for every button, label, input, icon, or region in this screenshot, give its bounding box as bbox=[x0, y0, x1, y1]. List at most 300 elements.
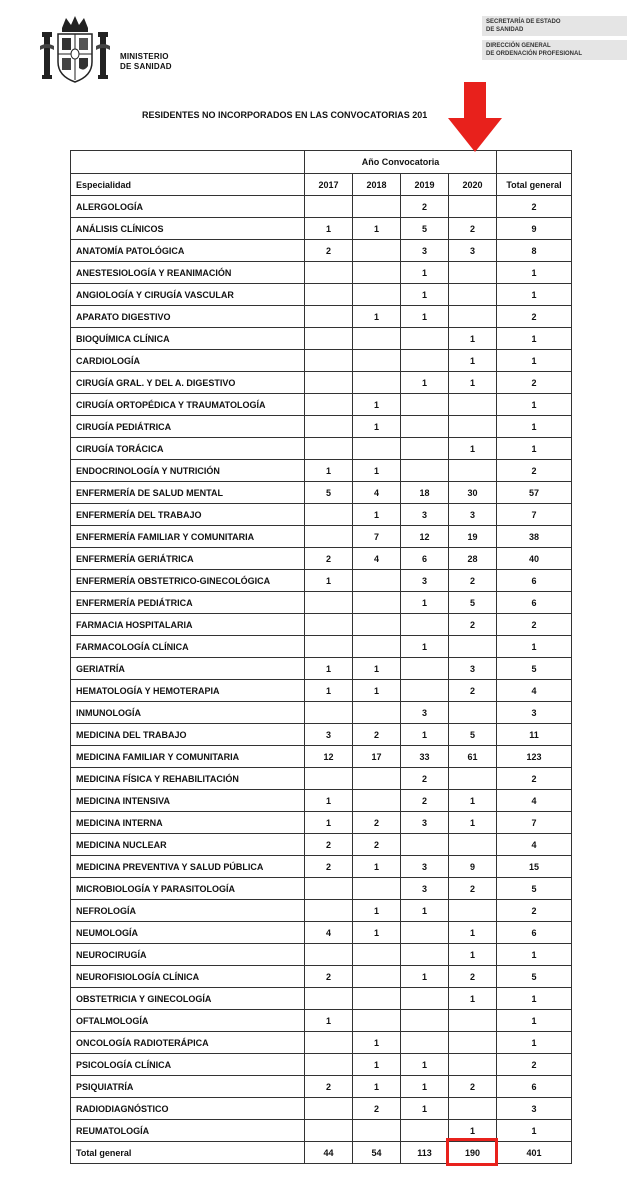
table-row bbox=[71, 460, 572, 482]
specialty-cell: MEDICINA FAMILIAR Y COMUNITARIA bbox=[71, 746, 305, 768]
table-row bbox=[71, 1076, 572, 1098]
year-value-cell bbox=[305, 1120, 353, 1142]
table-row bbox=[71, 988, 572, 1010]
specialty-cell: ENFERMERÍA FAMILIAR Y COMUNITARIA bbox=[71, 526, 305, 548]
specialty-cell: REUMATOLOGÍA bbox=[71, 1120, 305, 1142]
table-row bbox=[71, 548, 572, 570]
year-value-cell: 5 bbox=[305, 482, 353, 504]
year-value-cell: 12 bbox=[305, 746, 353, 768]
total-column-header: Total general bbox=[497, 174, 572, 196]
year-value-cell: 1 bbox=[401, 284, 449, 306]
year-value-cell bbox=[353, 284, 401, 306]
year-value-cell: 2 bbox=[401, 768, 449, 790]
year-value-cell bbox=[353, 702, 401, 724]
year-value-cell: 3 bbox=[401, 812, 449, 834]
row-total-cell: 2 bbox=[497, 372, 572, 394]
row-total-cell: 1 bbox=[497, 416, 572, 438]
secretaria-label bbox=[482, 16, 627, 36]
year-value-cell: 2 bbox=[449, 966, 497, 988]
year-value-cell: 2 bbox=[449, 1076, 497, 1098]
year-value-cell bbox=[305, 988, 353, 1010]
row-total-cell: 123 bbox=[497, 746, 572, 768]
year-value-cell: 1 bbox=[401, 1054, 449, 1076]
year-value-cell: 2 bbox=[305, 966, 353, 988]
year-value-cell: 2 bbox=[353, 724, 401, 746]
table-row bbox=[71, 218, 572, 240]
row-total-cell: 6 bbox=[497, 592, 572, 614]
table-row bbox=[71, 922, 572, 944]
specialty-cell: FARMACIA HOSPITALARIA bbox=[71, 614, 305, 636]
year-value-cell: 1 bbox=[449, 812, 497, 834]
specialty-cell: PSIQUIATRÍA bbox=[71, 1076, 305, 1098]
row-total-cell: 7 bbox=[497, 504, 572, 526]
year-value-cell bbox=[305, 1032, 353, 1054]
total-row-cell: 44 bbox=[305, 1142, 353, 1164]
year-value-cell: 4 bbox=[353, 548, 401, 570]
year-value-cell bbox=[353, 966, 401, 988]
specialty-cell: OFTALMOLOGÍA bbox=[71, 1010, 305, 1032]
row-total-cell: 1 bbox=[497, 328, 572, 350]
year-value-cell: 5 bbox=[401, 218, 449, 240]
ministry-name bbox=[120, 52, 172, 72]
year-value-cell: 1 bbox=[401, 966, 449, 988]
row-total-cell: 7 bbox=[497, 812, 572, 834]
year-value-cell: 1 bbox=[401, 262, 449, 284]
year-value-cell bbox=[353, 614, 401, 636]
year-value-cell bbox=[401, 460, 449, 482]
specialty-cell: INMUNOLOGÍA bbox=[71, 702, 305, 724]
year-value-cell bbox=[305, 350, 353, 372]
row-total-cell: 6 bbox=[497, 922, 572, 944]
year-value-cell bbox=[401, 1032, 449, 1054]
year-value-cell: 2 bbox=[449, 680, 497, 702]
table-row bbox=[71, 878, 572, 900]
year-value-cell bbox=[353, 1120, 401, 1142]
table-row bbox=[71, 636, 572, 658]
row-total-cell: 9 bbox=[497, 218, 572, 240]
row-total-cell: 2 bbox=[497, 460, 572, 482]
year-value-cell: 1 bbox=[401, 306, 449, 328]
year-value-cell: 1 bbox=[401, 1098, 449, 1120]
specialty-column-header: Especialidad bbox=[71, 174, 305, 196]
year-column-header: 2017 bbox=[305, 174, 353, 196]
table-row bbox=[71, 526, 572, 548]
year-value-cell: 28 bbox=[449, 548, 497, 570]
year-value-cell bbox=[353, 592, 401, 614]
year-value-cell: 4 bbox=[353, 482, 401, 504]
row-total-cell: 8 bbox=[497, 240, 572, 262]
year-value-cell bbox=[449, 636, 497, 658]
table-row bbox=[71, 570, 572, 592]
year-value-cell: 3 bbox=[401, 240, 449, 262]
year-value-cell bbox=[353, 878, 401, 900]
year-value-cell bbox=[401, 1010, 449, 1032]
year-value-cell: 33 bbox=[401, 746, 449, 768]
table-row bbox=[71, 944, 572, 966]
total-row-cell-highlighted: 190 bbox=[449, 1142, 497, 1164]
specialty-cell: ENFERMERÍA DE SALUD MENTAL bbox=[71, 482, 305, 504]
year-value-cell bbox=[305, 526, 353, 548]
table-header-row bbox=[71, 174, 572, 196]
year-value-cell: 1 bbox=[353, 1032, 401, 1054]
table-row bbox=[71, 1032, 572, 1054]
year-value-cell: 1 bbox=[353, 460, 401, 482]
row-total-cell: 15 bbox=[497, 856, 572, 878]
year-value-cell bbox=[305, 416, 353, 438]
year-value-cell: 1 bbox=[305, 218, 353, 240]
specialty-cell: CIRUGÍA PEDIÁTRICA bbox=[71, 416, 305, 438]
row-total-cell: 5 bbox=[497, 966, 572, 988]
secretaria-line-2: DE SANIDAD bbox=[486, 27, 524, 33]
year-value-cell bbox=[353, 438, 401, 460]
year-value-cell bbox=[305, 394, 353, 416]
year-value-cell bbox=[449, 262, 497, 284]
year-value-cell bbox=[401, 614, 449, 636]
specialty-cell: NEUMOLOGÍA bbox=[71, 922, 305, 944]
table-row bbox=[71, 702, 572, 724]
year-value-cell bbox=[449, 1098, 497, 1120]
specialty-cell: PSICOLOGÍA CLÍNICA bbox=[71, 1054, 305, 1076]
table-total-group-cell bbox=[497, 151, 572, 174]
specialty-cell: ANGIOLOGÍA Y CIRUGÍA VASCULAR bbox=[71, 284, 305, 306]
year-value-cell: 1 bbox=[449, 922, 497, 944]
table-row bbox=[71, 416, 572, 438]
table-row bbox=[71, 966, 572, 988]
total-row-cell: 113 bbox=[401, 1142, 449, 1164]
table-row bbox=[71, 240, 572, 262]
year-value-cell bbox=[353, 768, 401, 790]
year-value-cell bbox=[449, 284, 497, 306]
year-value-cell: 3 bbox=[401, 570, 449, 592]
year-value-cell: 2 bbox=[401, 196, 449, 218]
specialty-cell: CARDIOLOGÍA bbox=[71, 350, 305, 372]
table-row bbox=[71, 1010, 572, 1032]
year-value-cell: 2 bbox=[449, 218, 497, 240]
row-total-cell: 1 bbox=[497, 262, 572, 284]
year-value-cell bbox=[305, 592, 353, 614]
specialty-cell: CIRUGÍA TORÁCICA bbox=[71, 438, 305, 460]
year-value-cell bbox=[353, 328, 401, 350]
year-value-cell: 2 bbox=[305, 834, 353, 856]
year-value-cell: 1 bbox=[353, 856, 401, 878]
year-value-cell bbox=[353, 240, 401, 262]
year-group-header: Año Convocatoria bbox=[305, 151, 497, 174]
specialty-cell: ENFERMERÍA GERIÁTRICA bbox=[71, 548, 305, 570]
year-value-cell bbox=[401, 438, 449, 460]
direccion-line-2: DE ORDENACIÓN PROFESIONAL bbox=[486, 51, 583, 57]
table-row bbox=[71, 856, 572, 878]
year-column-header: 2019 bbox=[401, 174, 449, 196]
specialty-cell: ANESTESIOLOGÍA Y REANIMACIÓN bbox=[71, 262, 305, 284]
year-value-cell bbox=[353, 196, 401, 218]
row-total-cell: 6 bbox=[497, 570, 572, 592]
year-value-cell: 1 bbox=[401, 636, 449, 658]
year-column-header: 2018 bbox=[353, 174, 401, 196]
specialty-cell: ANATOMÍA PATOLÓGICA bbox=[71, 240, 305, 262]
year-value-cell bbox=[305, 636, 353, 658]
year-value-cell bbox=[353, 988, 401, 1010]
year-value-cell bbox=[353, 636, 401, 658]
specialty-cell: ONCOLOGÍA RADIOTERÁPICA bbox=[71, 1032, 305, 1054]
row-total-cell: 2 bbox=[497, 614, 572, 636]
year-value-cell bbox=[449, 1054, 497, 1076]
year-value-cell bbox=[353, 570, 401, 592]
year-value-cell: 1 bbox=[353, 504, 401, 526]
year-value-cell bbox=[449, 702, 497, 724]
table-row bbox=[71, 504, 572, 526]
year-value-cell: 1 bbox=[353, 218, 401, 240]
year-value-cell bbox=[401, 944, 449, 966]
total-row-label: Total general bbox=[71, 1142, 305, 1164]
row-total-cell: 3 bbox=[497, 702, 572, 724]
year-value-cell bbox=[305, 944, 353, 966]
specialty-cell: ALERGOLOGÍA bbox=[71, 196, 305, 218]
year-value-cell: 1 bbox=[401, 592, 449, 614]
secretaria-line-1: SECRETARÍA DE ESTADO bbox=[486, 19, 561, 25]
row-total-cell: 4 bbox=[497, 834, 572, 856]
year-value-cell bbox=[305, 306, 353, 328]
specialty-cell: NEFROLOGÍA bbox=[71, 900, 305, 922]
year-value-cell bbox=[305, 702, 353, 724]
specialty-cell: ENFERMERÍA DEL TRABAJO bbox=[71, 504, 305, 526]
specialty-cell: FARMACOLOGÍA CLÍNICA bbox=[71, 636, 305, 658]
year-value-cell: 1 bbox=[353, 306, 401, 328]
year-value-cell: 2 bbox=[305, 548, 353, 570]
year-value-cell bbox=[449, 834, 497, 856]
row-total-cell: 4 bbox=[497, 680, 572, 702]
specialty-cell: MEDICINA INTENSIVA bbox=[71, 790, 305, 812]
year-value-cell: 18 bbox=[401, 482, 449, 504]
year-value-cell: 1 bbox=[401, 724, 449, 746]
year-value-cell bbox=[449, 394, 497, 416]
table-row bbox=[71, 790, 572, 812]
year-value-cell: 1 bbox=[353, 922, 401, 944]
year-value-cell: 1 bbox=[353, 658, 401, 680]
row-total-cell: 1 bbox=[497, 350, 572, 372]
year-value-cell: 1 bbox=[353, 1054, 401, 1076]
year-value-cell bbox=[305, 504, 353, 526]
year-value-cell bbox=[449, 416, 497, 438]
specialty-cell: GERIATRÍA bbox=[71, 658, 305, 680]
year-value-cell: 1 bbox=[305, 1010, 353, 1032]
document-header bbox=[40, 14, 600, 94]
specialty-cell: MEDICINA DEL TRABAJO bbox=[71, 724, 305, 746]
table-row bbox=[71, 438, 572, 460]
year-value-cell bbox=[449, 1010, 497, 1032]
specialty-cell: BIOQUÍMICA CLÍNICA bbox=[71, 328, 305, 350]
specialty-cell: APARATO DIGESTIVO bbox=[71, 306, 305, 328]
year-value-cell: 3 bbox=[449, 504, 497, 526]
year-value-cell: 2 bbox=[449, 570, 497, 592]
year-value-cell: 3 bbox=[401, 702, 449, 724]
row-total-cell: 2 bbox=[497, 196, 572, 218]
row-total-cell: 11 bbox=[497, 724, 572, 746]
document-title: RESIDENTES NO INCORPORADOS EN LAS CONVOCATORIAS 201 bbox=[142, 110, 428, 120]
specialty-cell: MICROBIOLOGÍA Y PARASITOLOGÍA bbox=[71, 878, 305, 900]
ministry-line-1: MINISTERIO bbox=[120, 52, 169, 61]
specialty-cell: CIRUGÍA ORTOPÉDICA Y TRAUMATOLOGÍA bbox=[71, 394, 305, 416]
year-value-cell: 30 bbox=[449, 482, 497, 504]
table-row bbox=[71, 592, 572, 614]
year-value-cell: 7 bbox=[353, 526, 401, 548]
year-column-header: 2020 bbox=[449, 174, 497, 196]
year-value-cell: 17 bbox=[353, 746, 401, 768]
specialty-cell: MEDICINA FÍSICA Y REHABILITACIÓN bbox=[71, 768, 305, 790]
year-value-cell: 2 bbox=[353, 1098, 401, 1120]
year-value-cell: 6 bbox=[401, 548, 449, 570]
red-arrow-down-icon bbox=[448, 82, 502, 154]
year-value-cell bbox=[449, 196, 497, 218]
row-total-cell: 1 bbox=[497, 394, 572, 416]
row-total-cell: 38 bbox=[497, 526, 572, 548]
row-total-cell: 1 bbox=[497, 988, 572, 1010]
row-total-cell: 1 bbox=[497, 1032, 572, 1054]
year-value-cell bbox=[353, 262, 401, 284]
year-value-cell: 1 bbox=[449, 1120, 497, 1142]
specialty-cell: NEUROFISIOLOGÍA CLÍNICA bbox=[71, 966, 305, 988]
specialty-cell: RADIODIAGNÓSTICO bbox=[71, 1098, 305, 1120]
highlight-box bbox=[446, 1138, 498, 1166]
total-row-cell: 54 bbox=[353, 1142, 401, 1164]
year-value-cell bbox=[305, 768, 353, 790]
year-value-cell bbox=[305, 614, 353, 636]
year-value-cell bbox=[305, 372, 353, 394]
row-total-cell: 4 bbox=[497, 790, 572, 812]
department-box bbox=[482, 16, 627, 64]
year-value-cell: 2 bbox=[353, 812, 401, 834]
year-value-cell bbox=[305, 1054, 353, 1076]
table-row bbox=[71, 768, 572, 790]
year-value-cell: 2 bbox=[449, 878, 497, 900]
table-row bbox=[71, 1098, 572, 1120]
year-value-cell bbox=[401, 350, 449, 372]
grand-total-cell: 401 bbox=[497, 1142, 572, 1164]
year-value-cell: 19 bbox=[449, 526, 497, 548]
year-value-cell: 1 bbox=[449, 988, 497, 1010]
row-total-cell: 1 bbox=[497, 1120, 572, 1142]
year-value-cell bbox=[449, 460, 497, 482]
row-total-cell: 2 bbox=[497, 1054, 572, 1076]
year-value-cell bbox=[305, 1098, 353, 1120]
year-value-cell: 2 bbox=[305, 856, 353, 878]
year-value-cell: 1 bbox=[401, 900, 449, 922]
year-value-cell: 1 bbox=[449, 350, 497, 372]
table-row bbox=[71, 812, 572, 834]
specialty-cell: MEDICINA NUCLEAR bbox=[71, 834, 305, 856]
row-total-cell: 6 bbox=[497, 1076, 572, 1098]
table-row bbox=[71, 262, 572, 284]
year-value-cell bbox=[305, 284, 353, 306]
year-value-cell bbox=[305, 900, 353, 922]
year-value-cell: 2 bbox=[401, 790, 449, 812]
year-value-cell: 3 bbox=[401, 856, 449, 878]
year-value-cell bbox=[401, 416, 449, 438]
table-row bbox=[71, 614, 572, 636]
year-value-cell: 2 bbox=[305, 1076, 353, 1098]
row-total-cell: 5 bbox=[497, 878, 572, 900]
year-value-cell: 1 bbox=[353, 900, 401, 922]
table-row bbox=[71, 350, 572, 372]
direccion-label bbox=[482, 40, 627, 60]
year-value-cell: 3 bbox=[449, 240, 497, 262]
row-total-cell: 1 bbox=[497, 1010, 572, 1032]
year-value-cell: 3 bbox=[401, 504, 449, 526]
year-value-cell: 1 bbox=[305, 812, 353, 834]
table-row bbox=[71, 328, 572, 350]
specialty-cell: ENFERMERÍA PEDIÁTRICA bbox=[71, 592, 305, 614]
year-value-cell: 3 bbox=[449, 658, 497, 680]
row-total-cell: 1 bbox=[497, 944, 572, 966]
year-value-cell bbox=[449, 306, 497, 328]
year-value-cell bbox=[401, 922, 449, 944]
specialty-cell: ENFERMERÍA OBSTETRICO-GINECOLÓGICA bbox=[71, 570, 305, 592]
year-value-cell: 1 bbox=[353, 680, 401, 702]
table-row bbox=[71, 196, 572, 218]
row-total-cell: 1 bbox=[497, 438, 572, 460]
year-value-cell: 61 bbox=[449, 746, 497, 768]
year-value-cell: 1 bbox=[305, 460, 353, 482]
year-value-cell bbox=[353, 372, 401, 394]
specialty-cell: CIRUGÍA GRAL. Y DEL A. DIGESTIVO bbox=[71, 372, 305, 394]
specialty-cell: ANÁLISIS CLÍNICOS bbox=[71, 218, 305, 240]
year-value-cell: 4 bbox=[305, 922, 353, 944]
row-total-cell: 3 bbox=[497, 1098, 572, 1120]
year-value-cell: 1 bbox=[305, 570, 353, 592]
year-value-cell bbox=[401, 1120, 449, 1142]
year-value-cell: 1 bbox=[449, 372, 497, 394]
row-total-cell: 2 bbox=[497, 900, 572, 922]
year-value-cell bbox=[401, 394, 449, 416]
year-value-cell: 1 bbox=[353, 416, 401, 438]
row-total-cell: 40 bbox=[497, 548, 572, 570]
table-row bbox=[71, 900, 572, 922]
year-value-cell bbox=[449, 1032, 497, 1054]
year-value-cell: 9 bbox=[449, 856, 497, 878]
specialty-cell: ENDOCRINOLOGÍA Y NUTRICIÓN bbox=[71, 460, 305, 482]
year-value-cell: 1 bbox=[305, 790, 353, 812]
year-value-cell bbox=[305, 438, 353, 460]
year-value-cell: 1 bbox=[401, 1076, 449, 1098]
specialty-cell: OBSTETRICIA Y GINECOLOGÍA bbox=[71, 988, 305, 1010]
year-value-cell: 5 bbox=[449, 592, 497, 614]
year-value-cell: 3 bbox=[305, 724, 353, 746]
spain-coat-of-arms-icon bbox=[40, 14, 110, 86]
year-value-cell bbox=[305, 196, 353, 218]
table-row bbox=[71, 658, 572, 680]
table-body bbox=[71, 196, 572, 1142]
table-corner-cell bbox=[71, 151, 305, 174]
row-total-cell: 2 bbox=[497, 768, 572, 790]
table-row bbox=[71, 284, 572, 306]
year-value-cell bbox=[449, 900, 497, 922]
table-row bbox=[71, 482, 572, 504]
row-total-cell: 2 bbox=[497, 306, 572, 328]
year-value-cell bbox=[305, 262, 353, 284]
year-value-cell bbox=[401, 988, 449, 1010]
table-row bbox=[71, 724, 572, 746]
ministry-line-2: DE SANIDAD bbox=[120, 62, 172, 71]
year-value-cell bbox=[353, 944, 401, 966]
year-value-cell: 1 bbox=[353, 394, 401, 416]
year-value-cell: 1 bbox=[401, 372, 449, 394]
year-value-cell: 1 bbox=[449, 438, 497, 460]
year-value-cell bbox=[401, 680, 449, 702]
year-value-cell: 1 bbox=[449, 328, 497, 350]
year-value-cell bbox=[449, 768, 497, 790]
year-value-cell bbox=[353, 350, 401, 372]
year-value-cell bbox=[401, 834, 449, 856]
year-value-cell bbox=[401, 328, 449, 350]
